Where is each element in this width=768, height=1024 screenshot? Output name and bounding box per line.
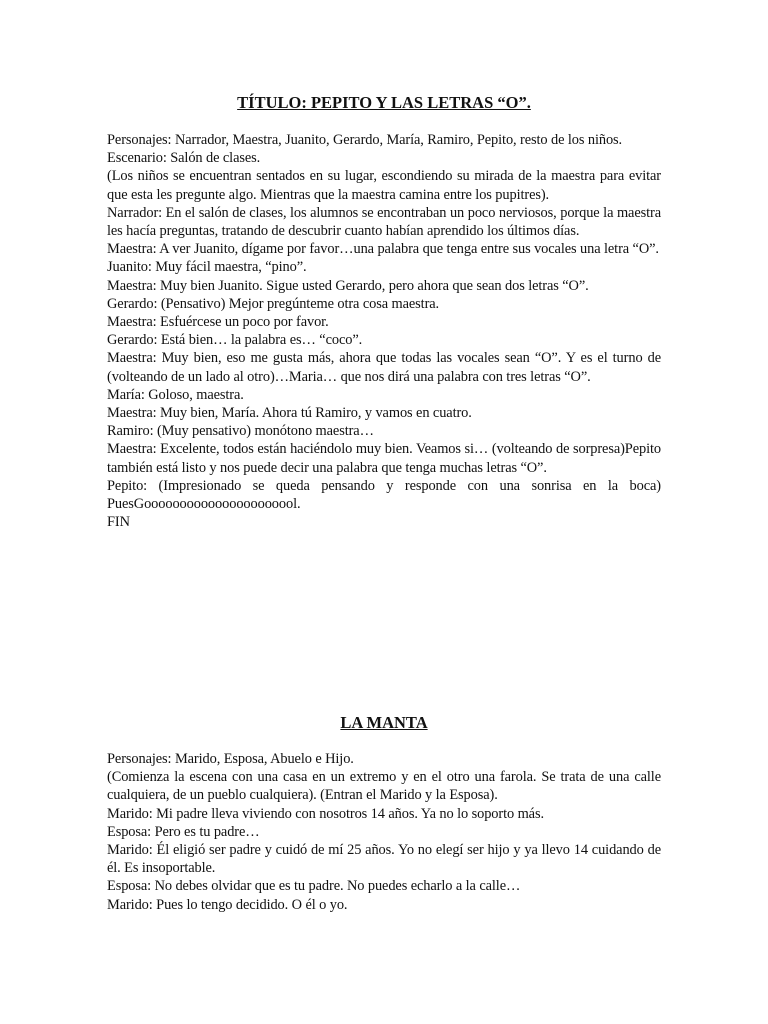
scene-1-paragraph: Gerardo: (Pensativo) Mejor pregúnteme otra cosa maestra. [107, 295, 440, 312]
scene-1-title: TÍTULO: PEPITO Y LAS LETRAS “O”. [237, 93, 531, 112]
scene-1-paragraph: Maestra: Muy bien, María. Ahora tú Ramiro, y vamos en cuatro. [107, 405, 472, 422]
scene-1-paragraph: Maestra: Muy bien Juanito. Sigue usted Gerardo, pero ahora que sean dos letras “O”. [107, 277, 589, 294]
scene-2-paragraph: (Comienza la escena con una casa en un extremo y en el otro una farola. Se trata de una calle cualquiera, de un pueblo cualquiera). (Entran el Marido y la Esposa). [107, 769, 661, 804]
scene-2-paragraph: Marido: Él eligió ser padre y cuidó de mí 25 años. Yo no elegí ser hijo y ya llevo 14 cuidando de él. Es insoportable. [107, 842, 661, 877]
scene-1-paragraph: Narrador: En el salón de clases, los alumnos se encontraban un poco nerviosos, porque la maestra les hacía preguntas, tratando de descubrir cuanto habían aprendido los últimos días. [107, 204, 661, 240]
scene-2-paragraph: Marido: Pues lo tengo decidido. O él o yo. [107, 896, 348, 913]
scene-1-paragraph: Personajes: Narrador, Maestra, Juanito, Gerardo, María, Ramiro, Pepito, resto de los niños. [107, 132, 623, 148]
scene-1-paragraph: Maestra: Esfuércese un poco por favor. [107, 314, 329, 331]
scene-1-body [107, 131, 661, 531]
scene-2-title: LA MANTA [340, 713, 428, 732]
scene-2-paragraph: Personajes: Marido, Esposa, Abuelo e Hijo. [107, 751, 354, 767]
scene-1-paragraph: Juanito: Muy fácil maestra, “pino”. [107, 259, 307, 276]
scene-1-paragraph: Maestra: Muy bien, eso me gusta más, ahora que todas las vocales sean “O”. Y es el turno de (volteando de un lado al otro)…Maria… que nos dirá una palabra con tres letras “O”. [107, 350, 661, 385]
scene-1-paragraph: Maestra: A ver Juanito, dígame por favor…una palabra que tenga entre sus vocales una letra “O”. [107, 241, 659, 258]
scene-1-paragraph: (Los niños se encuentran sentados en su lugar, escondiendo su mirada de la maestra para evitar que esta les pregunte algo. Mientras que la maestra camina entre los pupitres). [107, 168, 661, 203]
scene-1-paragraph: Escenario: Salón de clases. [107, 150, 261, 167]
scene-1-paragraph: Pepito: (Impresionado se queda pensando y responde con una sonrisa en la boca) PuesGoooooooooooooooooooool. [107, 477, 661, 513]
scene-1-paragraph: Ramiro: (Muy pensativo) monótono maestra… [107, 423, 374, 440]
document-page [107, 0, 661, 1024]
scene-1-end-marker: FIN [107, 514, 130, 531]
scene-2-paragraph: Esposa: Pero es tu padre… [107, 823, 260, 840]
scene-1-paragraph: María: Goloso, maestra. [107, 386, 244, 403]
scene-1-paragraph: Maestra: Excelente, todos están haciéndolo muy bien. Veamos si… (volteando de sorpresa)Pepito también está listo y nos puede decir una palabra que tenga muchas letras “O”. [107, 441, 661, 476]
scene-2-paragraph: Esposa: No debes olvidar que es tu padre. No puedes echarlo a la calle… [107, 878, 521, 895]
scene-2-body [107, 750, 661, 914]
scene-2-paragraph: Marido: Mi padre lleva viviendo con nosotros 14 años. Ya no lo soporto más. [107, 805, 544, 822]
scene-1-paragraph: Gerardo: Está bien… la palabra es… “coco”. [107, 332, 363, 349]
